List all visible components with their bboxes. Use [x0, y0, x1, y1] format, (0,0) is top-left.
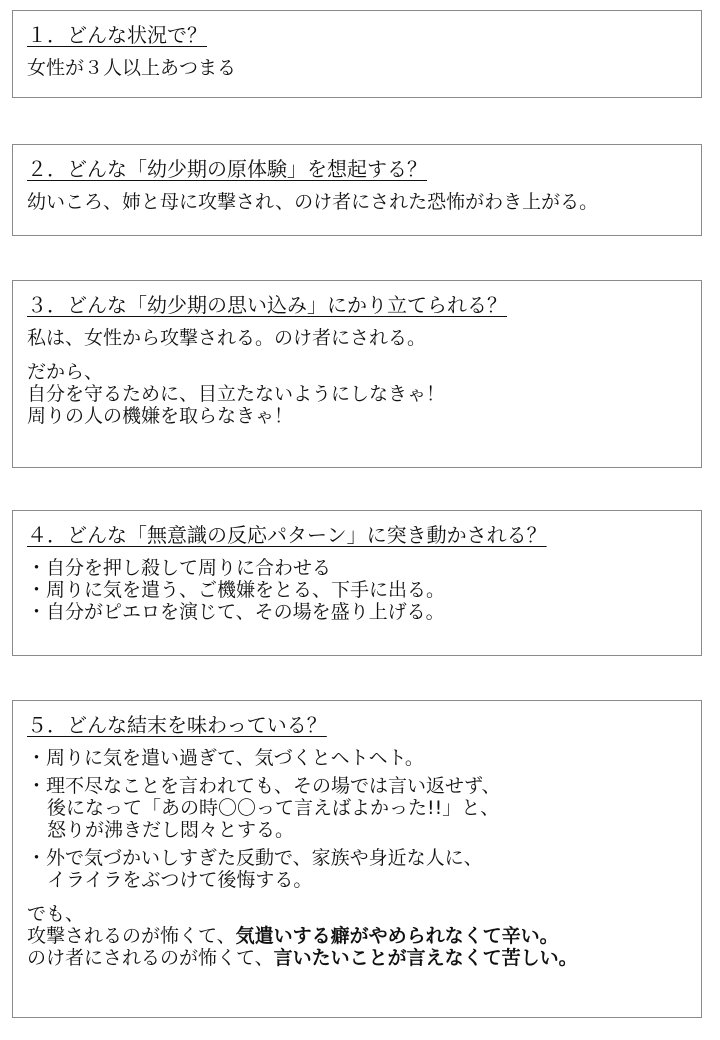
- bullet-list: [27, 747, 691, 891]
- section-childhood-belief: [12, 280, 702, 468]
- section-heading: １．どんな状況で？: [27, 23, 207, 47]
- body-line: だから、: [27, 361, 104, 383]
- list-item-line: イライラをぶつけて後悔する。: [47, 869, 313, 891]
- section-body: 私は、女性から攻撃される。のけ者にされる。: [27, 327, 427, 349]
- section-body: 幼いころ、姉と母に攻撃され、のけ者にされた恐怖がわき上がる。: [27, 191, 599, 213]
- list-item-line: 後になって「あの時〇〇って言えばよかった!!」と、: [47, 797, 500, 819]
- conclusion-plain: 攻撃されるのが怖くて、: [27, 925, 236, 947]
- list-item: [27, 747, 691, 769]
- list-item: ・周りに気を遣う、ご機嫌をとる、下手に出る。: [27, 579, 446, 601]
- section-reaction-pattern: [12, 510, 702, 656]
- section-heading: ３．どんな「幼少期の思い込み」にかり立てられる？: [27, 293, 507, 317]
- conclusion-line-1: [27, 925, 691, 947]
- conclusion-emphasis: 気遣いする癖がやめられなくて辛い。: [235, 925, 559, 947]
- conclusion: [27, 903, 691, 969]
- bullet-list: [27, 557, 691, 623]
- list-item: ・自分を押し殺して周りに合わせる: [27, 557, 332, 579]
- conclusion-emphasis: 言いたいことが言えなくて苦しい。: [273, 947, 578, 969]
- list-item-line: ・外で気づかいしすぎた反動で、家族や身近な人に、: [27, 847, 483, 869]
- conclusion-line-2: [27, 947, 691, 969]
- list-item: [27, 775, 691, 841]
- list-item-line: ・理不尽なことを言われても、その場では言い返せず、: [27, 775, 501, 797]
- body-line: 自分を守るために、目立たないようにしなきゃ！: [27, 383, 446, 405]
- conclusion-intro: でも、: [27, 903, 85, 925]
- list-item: [27, 847, 691, 891]
- list-item-line: 怒りが沸きだし悶々とする。: [47, 819, 295, 841]
- section-childhood-experience: [12, 144, 702, 236]
- section-situation: [12, 10, 702, 98]
- section-body-lines: [27, 361, 691, 427]
- section-heading: ４．どんな「無意識の反応パターン」に突き動かされる？: [27, 523, 547, 547]
- section-body: 女性が３人以上あつまる: [27, 57, 237, 79]
- list-item-line: ・周りに気を遣い過ぎて、気づくとヘトヘト。: [27, 747, 424, 769]
- section-heading: ５．どんな結末を味わっている？: [27, 713, 327, 737]
- section-heading: ２．どんな「幼少期の原体験」を想起する？: [27, 157, 427, 181]
- list-item: ・自分がピエロを演じて、その場を盛り上げる。: [27, 601, 445, 623]
- section-outcome: [12, 700, 702, 1018]
- body-line: 周りの人の機嫌を取らなきゃ！: [27, 405, 294, 427]
- conclusion-plain: のけ者にされるのが怖くて、: [27, 947, 274, 969]
